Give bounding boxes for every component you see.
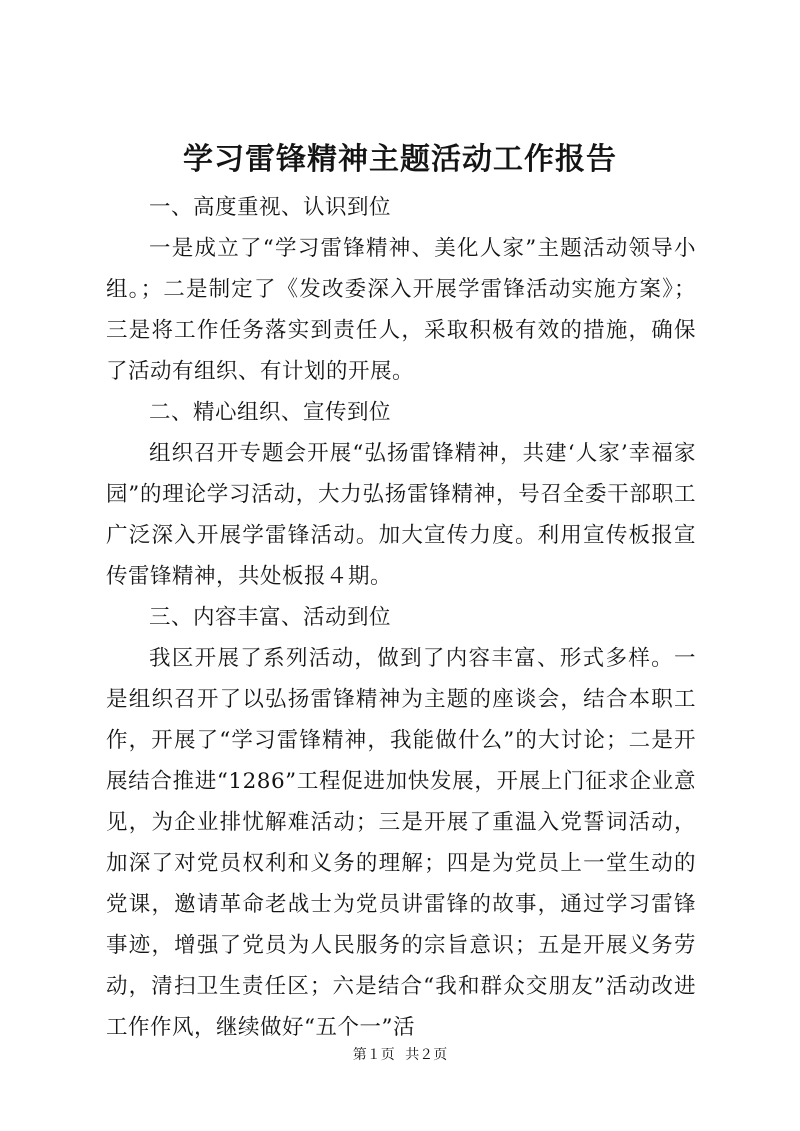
section-heading-3: 三、内容丰富、活动到位 (149, 605, 392, 630)
page-number-total: 共２页 (405, 1047, 448, 1063)
section-paragraph-1: 一是成立了“学习雷锋精神、美化人家”主题活动领导小组。；二是制定了《发改委深入开展学雷锋活动实施方案》；三是将工作任务落实到责任人，采取积极有效的措施，确保了活动有组织、有计划的开展。 (106, 236, 696, 384)
page-number-current: 第１页 (352, 1047, 395, 1063)
section-paragraph-3: 我区开展了系列活动，做到了内容丰富、形式多样。一是组织召开了以弘扬雷锋精神为主题的座谈会，结合本职工作，开展了“学习雷锋精神，我能做什么”的大讨论；二是开展结合推进“1286”工程促进加快发展，开展上门征求企业意见，为企业排忧解难活动；三是开展了重温入党誓词活动，加深了对党员权利和义务的理解；四是为党员上一堂生动的党课，邀请革命老战士为党员讲雷锋的故事，通过学习雷锋事迹，增强了党员为人民服务的宗旨意识；五是开展义务劳动，清扫卫生责任区；六是结合“我和群众交朋友”活动改进工作作风，继续做好“五个一”活 (106, 646, 696, 1040)
section-heading-2: 二、精心组织、宣传到位 (149, 400, 392, 425)
document-title: 学习雷锋精神主题活动工作报告 (183, 142, 617, 177)
section-heading-1: 一、高度重视、认识到位 (149, 195, 392, 220)
section-paragraph-2: 组织召开专题会开展“弘扬雷锋精神，共建‘人家’幸福家园”的理论学习活动，大力弘扬雷锋精神，号召全委干部职工广泛深入开展学雷锋活动。加大宣传力度。利用宣传板报宣传雷锋精神，共处板报４期。 (106, 441, 696, 589)
page-footer (0, 1045, 800, 1065)
document-body (106, 187, 696, 1048)
